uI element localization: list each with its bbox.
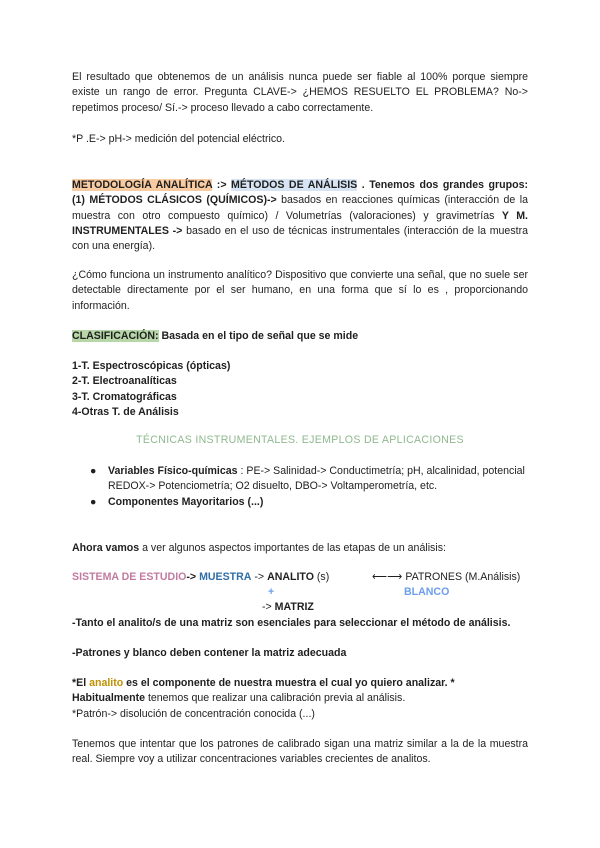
analito-definition (72, 676, 528, 722)
habitualmente-text: tenemos que realizar una calibración previa al análisis. (145, 692, 406, 705)
pregunta-paragraph: ¿Cómo funciona un instrumento analítico? Dispositivo que convierte una señal, que no suele ser detectable directamente por el ser humano, en una forma que sí lo es , proporcionando información. (72, 269, 528, 312)
final-paragraph: Tenemos que intentar que los patrones de calibrado sigan una matriz similar a la de la muestra real. Siempre voy a utilizar concentraciones variables crecientes de analitos. (72, 738, 528, 766)
analito-word: analito (89, 677, 124, 689)
muestra-label: MUESTRA (199, 571, 252, 583)
analito-def-post: es el componente de nuestra muestra el cual yo quiero analizar. * (123, 677, 455, 689)
analito-s: (s) (313, 571, 330, 583)
clasificacion-item: 1-T. Espectroscópicas (ópticas) (72, 360, 231, 372)
intro-note: *P .E-> pH-> medición del potencial eléctrico. (72, 133, 285, 145)
etapas-intro-bold: Ahora vamos (72, 542, 140, 554)
metodos-label: MÉTODOS DE ANÁLISIS (231, 179, 358, 191)
bullet-icon: ● (90, 495, 97, 508)
metodologia-paragraph (72, 178, 528, 254)
sistema-flow (72, 571, 329, 583)
patrones-label: ⟵⟶ PATRONES (M.Análisis) (372, 571, 521, 583)
metodologia-text1: basados en reacciones químicas (interacción de la muestra con otro compuesto químico) / Volumetrías (valoraciones) y gravimetrías (72, 194, 528, 222)
variables-label: Variables Físico-químicas (108, 465, 238, 477)
analito-label: ANALITO (267, 571, 314, 583)
etapas-intro (72, 541, 528, 556)
variables-text: : PE-> Salinidad-> Conductimetría; pH, alcalinidad, potencial REDOX-> Potenciometría; O2 disuelto, DBO-> Voltamperometría, etc. (108, 465, 525, 493)
flow-arrow: -> (262, 601, 275, 613)
matriz-line (262, 601, 314, 613)
clasificacion-item: 4-Otras T. de Análisis (72, 405, 179, 418)
analito-def-pre: *El (72, 677, 90, 689)
plus-sign: + (268, 586, 275, 598)
bullet-icon: ● (90, 465, 97, 477)
patron-note: *Patrón-> disolución de concentración conocida (...) (72, 707, 315, 720)
clasificacion-label: CLASIFICACIÓN: (72, 330, 159, 342)
tecnicas-bullet-2 (72, 495, 528, 510)
metodologia-arrow: :> (212, 179, 232, 191)
matriz-label: MATRIZ (274, 601, 314, 613)
metodologia-text2: basado en el uso de técnicas instrumentales (interacción de la muestra con una energía). (72, 224, 528, 253)
blanco-label: BLANCO (404, 586, 450, 598)
metodologia-bold-rest: . Tenemos dos grandes grupos: (1) MÉTODOS CLÁSICOS (QUÍMICOS)-> (72, 179, 528, 207)
componentes-label: Componentes Mayoritarios (...) (108, 495, 264, 508)
clasificacion-item: 2-T. Electroanalíticas (72, 375, 177, 388)
clasificacion-heading (72, 329, 528, 344)
tecnicas-title: TÉCNICAS INSTRUMENTALES. EJEMPLOS DE APLICACIONES (136, 434, 464, 446)
flow-arrow: -> (251, 571, 268, 583)
tanto-paragraph: -Tanto el analito/s de una matriz son esenciales para seleccionar el método de análisis. (72, 617, 511, 629)
metodologia-label: METODOLOGÍA ANALÍTICA (72, 179, 213, 191)
clasificacion-rest: Basada en el tipo de señal que se mide (158, 330, 359, 342)
clasificacion-list (72, 359, 528, 420)
tecnicas-bullet-1 (72, 464, 528, 495)
tecnicas-list (72, 464, 528, 510)
sistema-label: SISTEMA DE ESTUDIO (72, 571, 187, 583)
etapas-intro-rest: a ver algunos aspectos importantes de las etapas de un análisis: (139, 542, 446, 554)
patrones-blanco-paragraph: -Patrones y blanco deben contener la matriz adecuada (72, 647, 347, 659)
intro-paragraph: El resultado que obtenemos de un análisis nunca puede ser fiable al 100% porque siempre existe un rango de error. Pregunta CLAVE-> ¿HEMOS RESUELTO EL PROBLEMA? No-> repetimos proceso/ Sí.-> proceso llevado a cabo correctamente. (72, 71, 528, 114)
metodologia-bold2: Y M. INSTRUMENTALES -> (72, 209, 529, 237)
clasificacion-item: 3-T. Cromatográficas (72, 390, 177, 403)
flow-arrow: -> (186, 571, 200, 583)
habitualmente-label: Habitualmente (72, 692, 145, 705)
